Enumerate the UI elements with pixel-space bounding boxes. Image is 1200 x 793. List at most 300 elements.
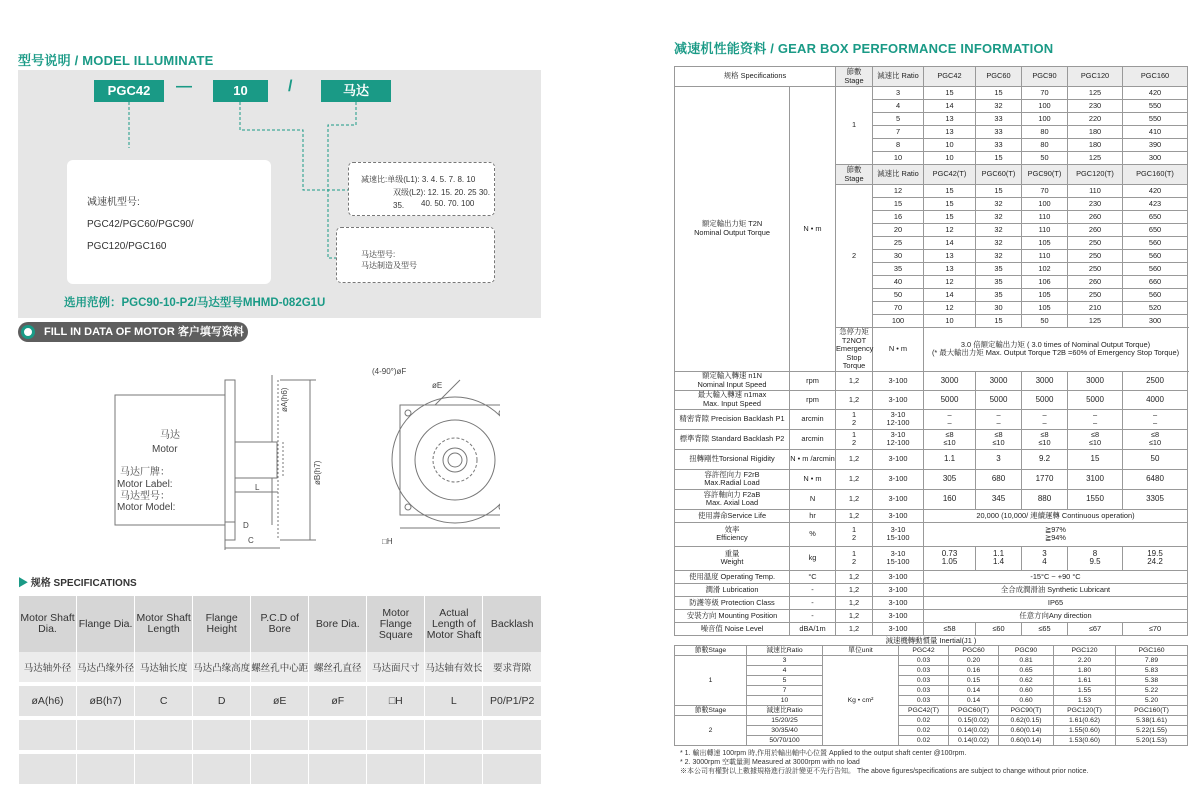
footnotes [680, 749, 1088, 776]
torque-value: 25 [873, 237, 924, 250]
torsional-rigidity-value: 15 [1068, 449, 1123, 469]
precision-backlash-stage [836, 409, 873, 429]
i-ratio: 4 [747, 666, 823, 676]
i-value: 0.02 [899, 736, 949, 746]
torque-value: 14 [924, 100, 976, 113]
protection-unit: - [790, 596, 836, 609]
i-h-ratio: 減速比Ratio [747, 706, 823, 716]
torque-value: 125 [1068, 152, 1123, 165]
r2: 15-100 [886, 533, 910, 543]
label-2: Max. Axial Load [705, 498, 759, 508]
torsional-rigidity-value: 50 [1123, 449, 1188, 469]
weight-value [1068, 546, 1123, 570]
i-h-unit: 單位unit [823, 646, 899, 656]
i-value: 5.22(1.55) [1116, 726, 1188, 736]
spec-input-row [19, 754, 542, 784]
torque-value: 15 [976, 152, 1022, 165]
spec-cn: 马达轴有效长 [425, 652, 483, 682]
h-model-t: PGC120(T) [1068, 165, 1123, 185]
standard-backlash-ratio [873, 429, 924, 449]
torque-value: 105 [1022, 237, 1068, 250]
i-h-model: PGC160 [1116, 646, 1188, 656]
i-h-stage: 節數Stage [675, 646, 747, 656]
i-unit-value: Kg • cm² [823, 656, 899, 746]
label-1: 額定輸入轉速 n1N [702, 371, 762, 381]
dim-a: øA(h6) [280, 387, 289, 412]
torque-value: 10 [924, 152, 976, 165]
noise-stage: 1,2 [836, 622, 873, 635]
spec-sym: øB(h7) [77, 686, 135, 716]
radial-load-value: 3100 [1068, 469, 1123, 489]
lubrication-unit: - [790, 583, 836, 596]
eff-cn: 效率 [724, 524, 740, 534]
model-title: 型号说明 / MODEL ILLUMINATE [18, 53, 214, 68]
torque-value: 13 [924, 113, 976, 126]
w-cn: 重量 [724, 548, 740, 558]
spec-input-cell[interactable] [367, 720, 425, 750]
spec-cn: 马达面尺寸 [367, 652, 425, 682]
i-ratio: 7 [747, 686, 823, 696]
life-value: 20,000 (10,000/ 連續運轉 Continuous operation) [924, 509, 1188, 522]
torque-value: 110 [1022, 211, 1068, 224]
nominal-speed-stage: 1,2 [836, 371, 873, 390]
spec-title [18, 574, 137, 589]
i-value: 5.20(1.53) [1116, 736, 1188, 746]
code-dash: — [176, 78, 192, 95]
v2: ≤10 [1148, 438, 1162, 448]
standard-backlash-value [976, 429, 1022, 449]
spec-input-cell[interactable] [77, 720, 135, 750]
label-en: Motor Label: [117, 479, 173, 490]
torque-value: 15 [924, 198, 976, 211]
i-value: 30/35/40 [747, 726, 823, 736]
spec-input-cell[interactable] [135, 754, 193, 784]
v1: – [1152, 409, 1158, 419]
torque-value: 105 [1022, 289, 1068, 302]
dim-c: C [248, 536, 254, 545]
code-motor: 马达 [321, 80, 391, 102]
r2: 12-100 [886, 418, 910, 428]
protection-ratio: 3-100 [873, 596, 924, 609]
r1: 3-10 [890, 429, 906, 439]
mounting-value: 任意方向Any direction [924, 609, 1188, 622]
spec-h: Motor Flange Square [367, 596, 425, 652]
torque-value: 520 [1123, 302, 1188, 315]
axial-load [675, 489, 1188, 509]
h-model: PGC60 [976, 67, 1022, 87]
noise-ratio: 3-100 [873, 622, 924, 635]
torque-value: 100 [873, 315, 924, 328]
standard-backlash-label: 標準背隙 Standard Backlash P2 [675, 429, 790, 449]
emg-value [924, 328, 1188, 372]
v1: ≤8 [945, 429, 954, 439]
h-model-t: PGC160(T) [1123, 165, 1188, 185]
torque-value: 250 [1068, 263, 1123, 276]
spec-cn: 螺丝孔中心距 [251, 652, 309, 682]
axial-load-value: 880 [1022, 489, 1068, 509]
max-speed-value: 5000 [976, 390, 1022, 409]
i-value: 0.03 [899, 686, 949, 696]
v1: – [996, 409, 1001, 419]
torque-row [675, 87, 1188, 100]
v1: – [1092, 409, 1098, 419]
torque-value: 15 [924, 185, 976, 198]
torque-value: 260 [1068, 211, 1123, 224]
v2: – [1042, 418, 1047, 428]
reducer-box [67, 160, 271, 284]
spec-input-cell[interactable] [251, 754, 309, 784]
noise-row [675, 622, 1188, 635]
noise-value: ≤67 [1068, 622, 1123, 635]
torque-value: 35 [976, 263, 1022, 276]
eff-en: Efficiency [716, 533, 748, 543]
torque-value: 50 [1022, 315, 1068, 328]
axial-load-stage: 1,2 [836, 489, 873, 509]
max-speed-label [675, 390, 790, 409]
efficiency-row [675, 522, 1188, 546]
mounting-label: 安裝方向 Mounting Position [675, 609, 790, 622]
triangle-icon: ▶ [18, 578, 28, 589]
spec-input-cell[interactable] [19, 754, 77, 784]
v2: – [947, 418, 952, 428]
temp-stage: 1,2 [836, 570, 873, 583]
h-spec: 规格 Specifications [675, 67, 836, 87]
max-speed-ratio: 3-100 [873, 390, 924, 409]
precision-backlash-value [924, 409, 976, 429]
precision-backlash [675, 409, 1188, 429]
max-speed-unit: rpm [790, 390, 836, 409]
note-1: * 1. 輸出轉速 100rpm 時,作用於輸出軸中心位置 Applied to the output shaft center @100rpm. [680, 750, 967, 757]
spec-sym: øE [251, 686, 309, 716]
radial-load-unit: N • m [790, 469, 836, 489]
note-2: * 2. 3000rpm 空載量測 Measured at 3000rpm with no load [680, 759, 860, 766]
fill-title-text: FILL IN DATA OF MOTOR 客户填写资料 [44, 326, 244, 338]
nominal-speed [675, 371, 1188, 390]
spec-input-cell[interactable] [425, 754, 483, 784]
torque-value: 12 [924, 276, 976, 289]
e1: ≧97% [1045, 524, 1066, 534]
label-1: 扭轉剛性Torsional Rigidity [689, 454, 775, 464]
h-stage: 節數 Stage [836, 165, 873, 185]
dim-d: D [243, 521, 249, 530]
spec-h: Flange Height [193, 596, 251, 652]
torque-unit: N • m [790, 87, 836, 372]
torque-value: 423 [1123, 198, 1188, 211]
mounting-unit: - [790, 609, 836, 622]
i-value: 0.20 [949, 656, 999, 666]
standard-backlash [675, 429, 1188, 449]
i-h-model: PGC120 [1054, 646, 1116, 656]
s2: 2 [851, 438, 857, 448]
spec-input-cell[interactable] [135, 720, 193, 750]
spec-input-cell[interactable] [19, 720, 77, 750]
torque-value: 390 [1123, 139, 1188, 152]
axial-load-value: 160 [924, 489, 976, 509]
torque-value: 12 [924, 224, 976, 237]
performance-title: 减速机性能资料 / GEAR BOX PERFORMANCE INFORMATION [674, 41, 1054, 56]
spec-input-cell[interactable] [77, 754, 135, 784]
motor-en: Motor [152, 444, 178, 455]
eff-unit: % [790, 522, 836, 546]
torque-value: 650 [1123, 211, 1188, 224]
axial-load-unit: N [790, 489, 836, 509]
radial-load-stage: 1,2 [836, 469, 873, 489]
i-value: 0.15(0.02) [949, 716, 999, 726]
radial-load-label [675, 469, 790, 489]
spec-input-cell[interactable] [483, 754, 541, 784]
w1: 3 [1042, 548, 1047, 558]
i-value: 5.22 [1116, 686, 1188, 696]
spec-h: Bore Dia. [309, 596, 367, 652]
i-value: 0.14 [949, 696, 999, 706]
torque-value: 250 [1068, 250, 1123, 263]
spec-h: Actual Length of Motor Shaft [425, 596, 483, 652]
weight-label [675, 546, 790, 570]
spec-sym: L [425, 686, 483, 716]
weight-unit: kg [790, 546, 836, 570]
spec-cn-row [19, 652, 542, 682]
precision-backlash-label: 精密背隙 Precision Backlash P1 [675, 409, 790, 429]
r2: 15-100 [886, 557, 910, 567]
standard-backlash-value [1022, 429, 1068, 449]
torsional-rigidity-stage: 1,2 [836, 449, 873, 469]
label-1: 容許徑向力 F2rB [704, 469, 760, 479]
w1: 8 [1092, 548, 1098, 558]
h-model-t: PGC90(T) [1022, 165, 1068, 185]
i-h-model-t: PGC120(T) [1054, 706, 1116, 716]
service-life-row [675, 509, 1188, 522]
ratio-box [348, 162, 495, 216]
i-value: 5.38 [1116, 676, 1188, 686]
h-model-t: PGC60(T) [976, 165, 1022, 185]
dim-b: øB(h7) [313, 460, 322, 485]
inertia-row [675, 676, 1188, 686]
v2: ≤10 [992, 438, 1005, 448]
torque-value: 5 [873, 113, 924, 126]
torque-value: 13 [924, 263, 976, 276]
torque-value: 32 [976, 211, 1022, 224]
label-cn: 马达厂牌： [120, 467, 170, 478]
i-h-stage: 節數Stage [675, 706, 747, 716]
spec-input-cell[interactable] [483, 720, 541, 750]
i-value: 5.20 [1116, 696, 1188, 706]
torque-value: 32 [976, 237, 1022, 250]
standard-backlash-value [924, 429, 976, 449]
w-en: Weight [720, 557, 744, 567]
torque-value: 14 [924, 237, 976, 250]
i-value: 0.02 [899, 726, 949, 736]
i-stage-1: 1 [675, 656, 747, 706]
lubrication-label: 潤滑 Lubrication [675, 583, 790, 596]
torque-value: 410 [1123, 126, 1188, 139]
torque-value: 250 [1068, 289, 1123, 302]
v1: ≤8 [1040, 429, 1049, 439]
spec-cn: 马达凸缘外径 [77, 652, 135, 682]
label-1: 容許軸向力 F2aB [703, 489, 761, 499]
radial-load-ratio: 3-100 [873, 469, 924, 489]
protection-label: 防護等級 Protection Class [675, 596, 790, 609]
spec-input-cell[interactable] [309, 754, 367, 784]
torque-value: 20 [873, 224, 924, 237]
radial-load-value: 680 [976, 469, 1022, 489]
i-value: 0.14 [949, 686, 999, 696]
precision-backlash-value [976, 409, 1022, 429]
spec-input-cell[interactable] [367, 754, 425, 784]
spec-h: Motor Shaft Dia. [19, 596, 77, 652]
torque-value: 15 [924, 87, 976, 100]
v1: ≤8 [1150, 429, 1160, 439]
torque-value: 180 [1068, 126, 1123, 139]
weight-value [924, 546, 976, 570]
spec-input-cell[interactable] [425, 720, 483, 750]
spec-cn: 马达轴长度 [135, 652, 193, 682]
torque-value: 15 [976, 315, 1022, 328]
mounting-stage: 1,2 [836, 609, 873, 622]
i-value: 0.14(0.02) [949, 726, 999, 736]
spec-input-cell[interactable] [193, 720, 251, 750]
weight-ratio [873, 546, 924, 570]
ratio-line-3: 40. 50. 70. 100 [421, 199, 475, 208]
ratio-line-2: 双级(L2): 12. 15. 20. 25 30. 35. [393, 188, 490, 210]
performance-table [674, 66, 1188, 646]
torque-value: 550 [1123, 113, 1188, 126]
axial-load-ratio: 3-100 [873, 489, 924, 509]
torque-label [675, 87, 790, 372]
reducer-models-2: PGC120/PGC160 [87, 241, 167, 252]
w1: 1.1 [992, 548, 1005, 558]
i-value: 1.53 [1054, 696, 1116, 706]
torque-value: 30 [873, 250, 924, 263]
protection-value: IP65 [924, 596, 1188, 609]
precision-backlash-unit: arcmin [790, 409, 836, 429]
dim-e: øE [432, 381, 443, 390]
label-2: Max.Radial Load [704, 478, 760, 488]
i-value: 0.81 [999, 656, 1054, 666]
spec-input-cell[interactable] [309, 720, 367, 750]
radial-load-value: 1770 [1022, 469, 1068, 489]
standard-backlash-unit: arcmin [790, 429, 836, 449]
model-cn: 马达型号： [120, 491, 170, 502]
torque-value: 110 [1022, 224, 1068, 237]
h-model: PGC90 [1022, 67, 1068, 87]
spec-cn: 马达凸缘高度 [193, 652, 251, 682]
i-value: 0.14(0.02) [949, 736, 999, 746]
torque-value: 15 [976, 87, 1022, 100]
protection-stage: 1,2 [836, 596, 873, 609]
torque-value: 250 [1068, 237, 1123, 250]
stage-2: 2 [836, 185, 873, 328]
torque-value: 10 [924, 139, 976, 152]
dim-h: □H [382, 537, 393, 546]
spec-input-cell[interactable] [193, 754, 251, 784]
spec-cn: 螺丝孔直径 [309, 652, 367, 682]
torque-value: 13 [924, 250, 976, 263]
eff-label [675, 522, 790, 546]
torque-value: 560 [1123, 289, 1188, 302]
torque-value: 16 [873, 211, 924, 224]
spec-input-cell[interactable] [251, 720, 309, 750]
torque-value: 210 [1068, 302, 1123, 315]
weight-value [1123, 546, 1188, 570]
torsional-rigidity-unit: N • m /arcmin [790, 449, 836, 469]
i-h-model: PGC90 [999, 646, 1054, 656]
weight-row [675, 546, 1188, 570]
torque-value: 180 [1068, 139, 1123, 152]
spec-sym: øA(h6) [19, 686, 77, 716]
torque-en: Nominal Output Torque [694, 227, 770, 237]
precision-backlash-ratio [873, 409, 924, 429]
lubrication-stage: 1,2 [836, 583, 873, 596]
torque-value: 7 [873, 126, 924, 139]
code-slash: / [288, 78, 293, 95]
i-value: 1.55 [1054, 686, 1116, 696]
torque-value: 4 [873, 100, 924, 113]
ratio-line-1: 减速比:单级(L1): 3. 4. 5. 7. 8. 10 [361, 175, 476, 184]
noise-label: 噪音值 Noise Level [675, 622, 790, 635]
torque-value: 13 [924, 126, 976, 139]
i-value: 0.60 [999, 696, 1054, 706]
i-value: 0.60(0.14) [999, 736, 1054, 746]
torsional-rigidity-value: 9.2 [1022, 449, 1068, 469]
perf-header-row [675, 67, 1188, 87]
standard-backlash-value [1068, 429, 1123, 449]
torque-value: 32 [976, 224, 1022, 237]
inertia-row [675, 736, 1188, 746]
r1: 3-10 [890, 524, 906, 534]
torque-value: 40 [873, 276, 924, 289]
noise-unit: dBA/1m [790, 622, 836, 635]
torque-value: 33 [976, 126, 1022, 139]
torque-value: 35 [873, 263, 924, 276]
torque-value: 10 [924, 315, 976, 328]
max-speed-value: 4000 [1123, 390, 1188, 409]
torque-value: 260 [1068, 224, 1123, 237]
i-ratio: 5 [747, 676, 823, 686]
torque-value: 15 [924, 211, 976, 224]
torque-value: 50 [1022, 152, 1068, 165]
spec-cn: 要求背隙 [483, 652, 541, 682]
mounting-ratio: 3-100 [873, 609, 924, 622]
i-value: 15/20/25 [747, 716, 823, 726]
torque-value: 560 [1123, 237, 1188, 250]
i-h-ratio: 減速比Ratio [747, 646, 823, 656]
i-value: 0.03 [899, 696, 949, 706]
torque-value: 260 [1068, 276, 1123, 289]
w2: 1.4 [992, 557, 1005, 567]
torque-value: 125 [1068, 315, 1123, 328]
radial-load-value: 305 [924, 469, 976, 489]
eff-stage [836, 522, 873, 546]
precision-backlash-value [1123, 409, 1188, 429]
i-h-model-t: PGC42(T) [899, 706, 949, 716]
w2: 9.5 [1089, 557, 1101, 567]
torque-value: 32 [976, 250, 1022, 263]
code-ratio: 10 [213, 80, 268, 102]
life-ratio: 3-100 [873, 509, 924, 522]
s2: 2 [851, 557, 857, 567]
i-value: 1.53(0.60) [1054, 736, 1116, 746]
i-value: 0.03 [899, 656, 949, 666]
inertia-header [675, 646, 1188, 656]
h-ratio: 減速比 Ratio [873, 67, 924, 87]
nominal-speed-label [675, 371, 790, 390]
fill-title [18, 322, 248, 342]
spec-cn: 马达轴外径 [19, 652, 77, 682]
spec-sym: P0/P1/P2 [483, 686, 541, 716]
torque-value: 70 [873, 302, 924, 315]
torque-value: 12 [873, 185, 924, 198]
torque-value: 14 [924, 289, 976, 302]
